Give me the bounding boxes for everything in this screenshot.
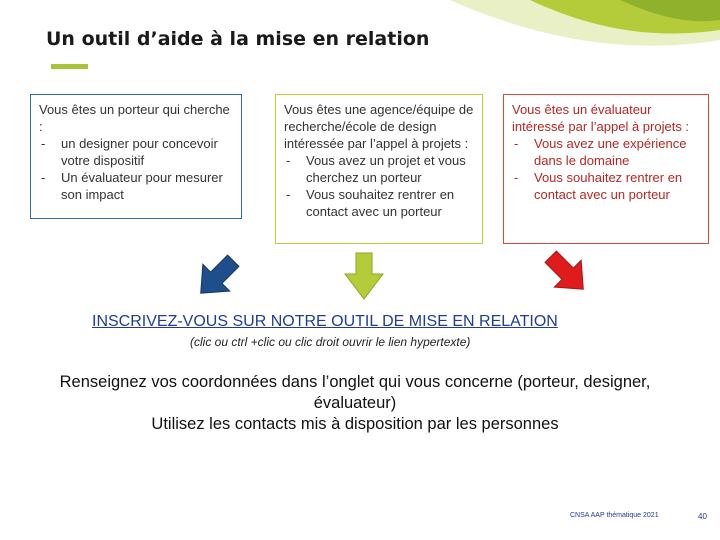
porteur-heading: Vous êtes un porteur qui cherche : xyxy=(39,102,230,134)
list-item: - Vous souhaitez rentrer en contact avec un porteur xyxy=(512,169,700,203)
instructions-line-1: Renseignez vos coordonnées dans l’onglet qui vous concerne (porteur, designer, évaluateur) xyxy=(59,373,651,412)
agence-box xyxy=(275,94,483,244)
page-number: 40 xyxy=(698,512,707,521)
list-item: - Vous avez une expérience dans le domaine xyxy=(512,135,700,169)
list-item: - un designer pour concevoir votre dispositif xyxy=(39,135,233,169)
agence-list xyxy=(284,152,474,220)
porteur-list xyxy=(39,135,233,203)
instructions xyxy=(20,372,690,435)
agence-heading: Vous êtes une agence/équipe de recherche/école de design intéressée par l’appel à projets : xyxy=(284,102,474,151)
porteur-box xyxy=(30,94,242,219)
registration-link[interactable]: INSCRIVEZ-VOUS SUR NOTRE OUTIL DE MISE EN RELATION xyxy=(92,313,558,330)
list-item: - Vous avez un projet et vous cherchez un porteur xyxy=(284,152,474,186)
evaluateur-heading: Vous êtes un évaluateur intéressé par l’appel à projets : xyxy=(512,102,690,134)
arrow-down-icon xyxy=(344,252,384,300)
evaluateur-box xyxy=(503,94,709,244)
title-accent-bar xyxy=(51,64,88,69)
list-item: - Vous souhaitez rentrer en contact avec un porteur xyxy=(284,186,474,220)
slide-title: Un outil d’aide à la mise en relation xyxy=(46,28,430,50)
list-item: - Un évaluateur pour mesurer son impact xyxy=(39,169,233,203)
instructions-line-2: Utilisez les contacts mis à disposition par les personnes xyxy=(151,415,559,433)
link-hint: (clic ou ctrl +clic ou clic droit ouvrir le lien hypertexte) xyxy=(190,335,471,349)
arrow-down-right-icon xyxy=(542,248,592,298)
evaluateur-list xyxy=(512,135,700,203)
arrow-down-left-icon xyxy=(192,252,242,302)
footer-label: CNSA AAP thématique 2021 xyxy=(570,512,659,519)
